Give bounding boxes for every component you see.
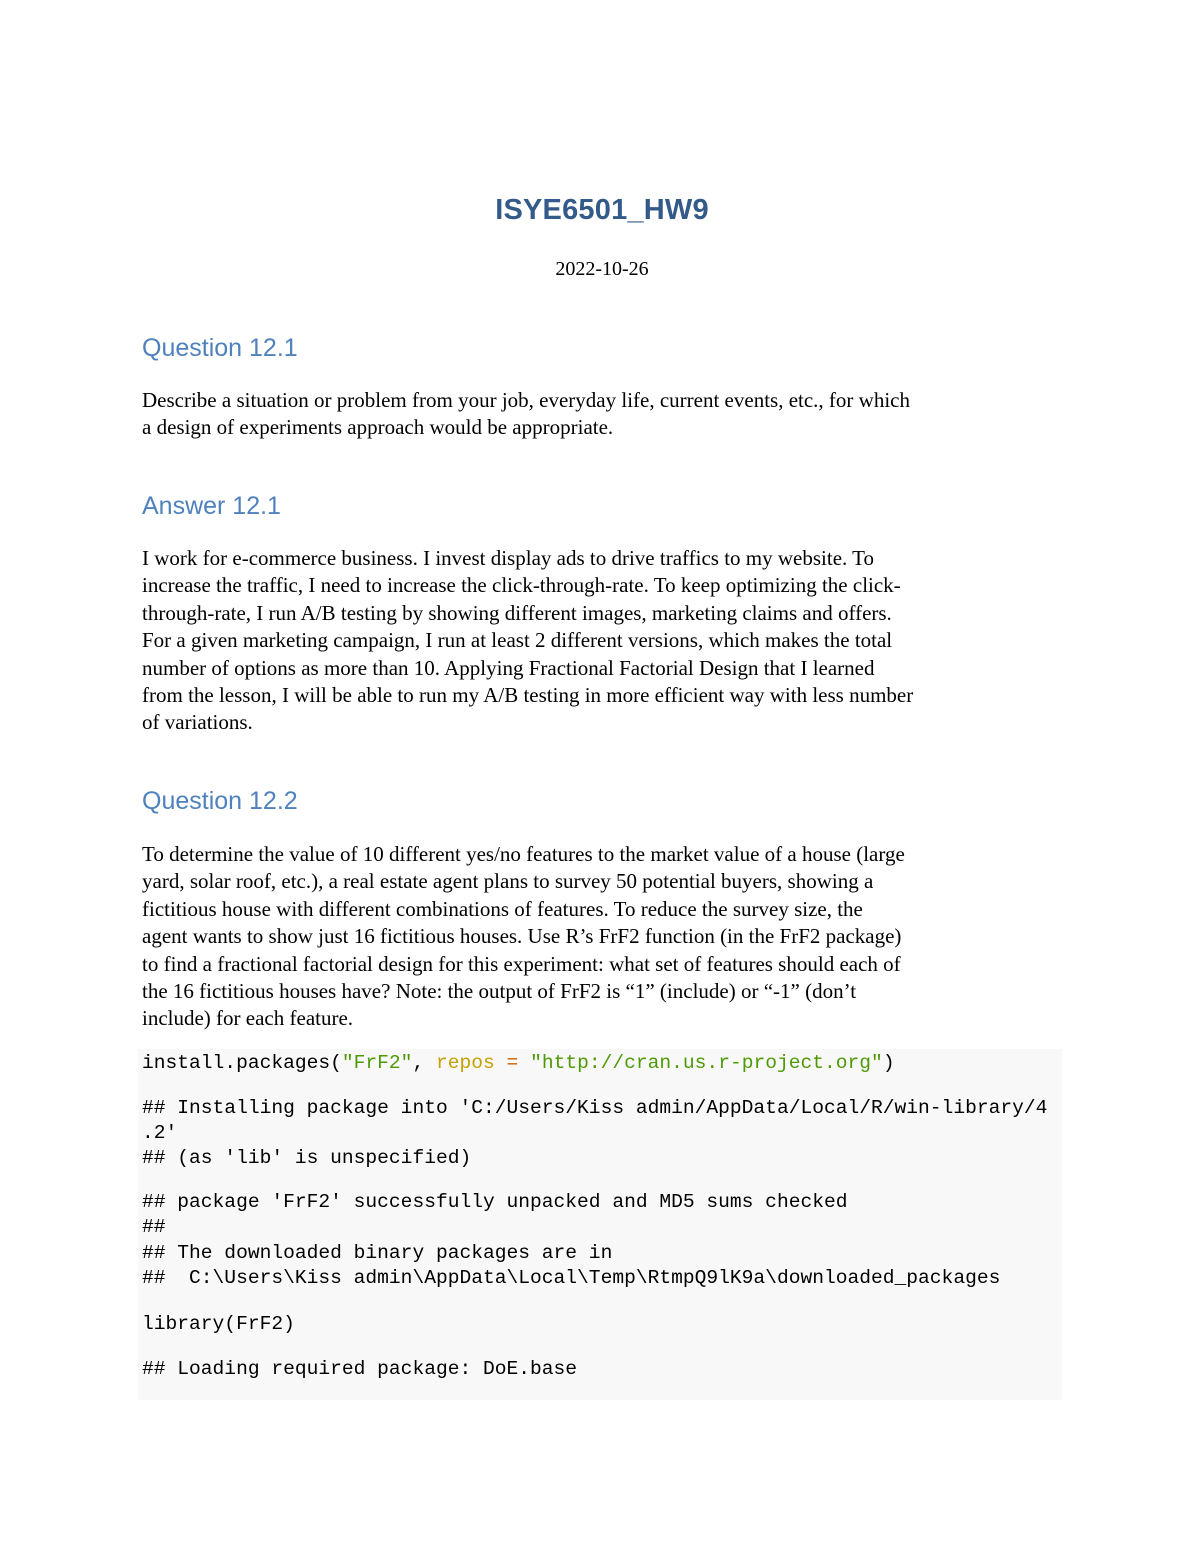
text-line: yard, solar roof, etc.), a real estate agent plans to survey 50 potential buyers, showing a: [142, 869, 874, 894]
text-line: increase the traffic, I need to increase the click-through-rate. To keep optimizing the click-: [142, 573, 901, 598]
library-call: library(FrF2): [142, 1313, 295, 1335]
code-output-line: ## C:\Users\Kiss admin\AppData\Local\Temp\RtmpQ9lK9a\downloaded_packages: [142, 1267, 1001, 1289]
code-string: "FrF2": [341, 1052, 413, 1074]
text-line: Describe a situation or problem from your job, everyday life, current events, etc., for which: [142, 388, 910, 412]
code-output-line: ## Installing package into 'C:/Users/Kiss admin/AppData/Local/R/win-library/4: [142, 1097, 1048, 1119]
question-12-1-text: [142, 387, 1062, 442]
code-token: ,: [412, 1052, 436, 1074]
text-line: fictitious house with different combinations of features. To reduce the survey size, the: [142, 896, 863, 921]
text-line: For a given marketing campaign, I run at least 2 different versions, which makes the total: [142, 628, 893, 653]
r-code-block: [138, 1049, 1062, 1400]
code-operator: =: [494, 1052, 531, 1074]
code-output-line: ## The downloaded binary packages are in: [142, 1242, 613, 1264]
question-12-2-text: [142, 841, 1062, 1033]
code-output-line: ##: [142, 1216, 166, 1238]
install-packages-call: [142, 1052, 895, 1074]
text-line: to find a fractional factorial design for this experiment: what set of features should each of: [142, 951, 901, 976]
text-line: through-rate, I run A/B testing by showing different images, marketing claims and offers.: [142, 600, 892, 625]
text-line: To determine the value of 10 different yes/no features to the market value of a house (large: [142, 842, 905, 866]
text-line: I work for e-commerce business. I invest display ads to drive traffics to my website. To: [142, 546, 874, 570]
code-output-line: ## package 'FrF2' successfully unpacked and MD5 sums checked: [142, 1191, 848, 1213]
question-12-2-heading: Question 12.2: [142, 787, 298, 815]
text-line: agent wants to show just 16 fictitious houses. Use R’s FrF2 function (in the FrF2 package): [142, 924, 902, 949]
text-line: from the lesson, I will be able to run my A/B testing in more efficient way with less number: [142, 683, 914, 708]
code-argument: repos: [435, 1052, 495, 1074]
text-line: include) for each feature.: [142, 1006, 354, 1031]
code-token: install.packages(: [142, 1052, 342, 1074]
text-line: number of options as more than 10. Applying Fractional Factorial Design that I learned: [142, 655, 875, 680]
code-output-line: .2': [142, 1122, 178, 1144]
text-line: the 16 fictitious houses have? Note: the output of FrF2 is “1” (include) or “-1” (don’t: [142, 979, 857, 1004]
code-string: "http://cran.us.r-project.org": [530, 1052, 883, 1074]
code-token: ): [882, 1052, 895, 1074]
document-title: ISYE6501_HW9: [495, 194, 709, 226]
code-output-line: ## (as 'lib' is unspecified): [142, 1147, 472, 1169]
question-12-1-heading: Question 12.1: [142, 334, 298, 362]
code-output-line: ## Loading required package: DoE.base: [142, 1358, 578, 1380]
answer-12-1-heading: Answer 12.1: [142, 492, 281, 520]
document-date: 2022-10-26: [555, 258, 649, 280]
text-line: of variations.: [142, 710, 253, 735]
text-line: a design of experiments approach would be appropriate.: [142, 415, 614, 440]
answer-12-1-text: [142, 545, 1062, 737]
